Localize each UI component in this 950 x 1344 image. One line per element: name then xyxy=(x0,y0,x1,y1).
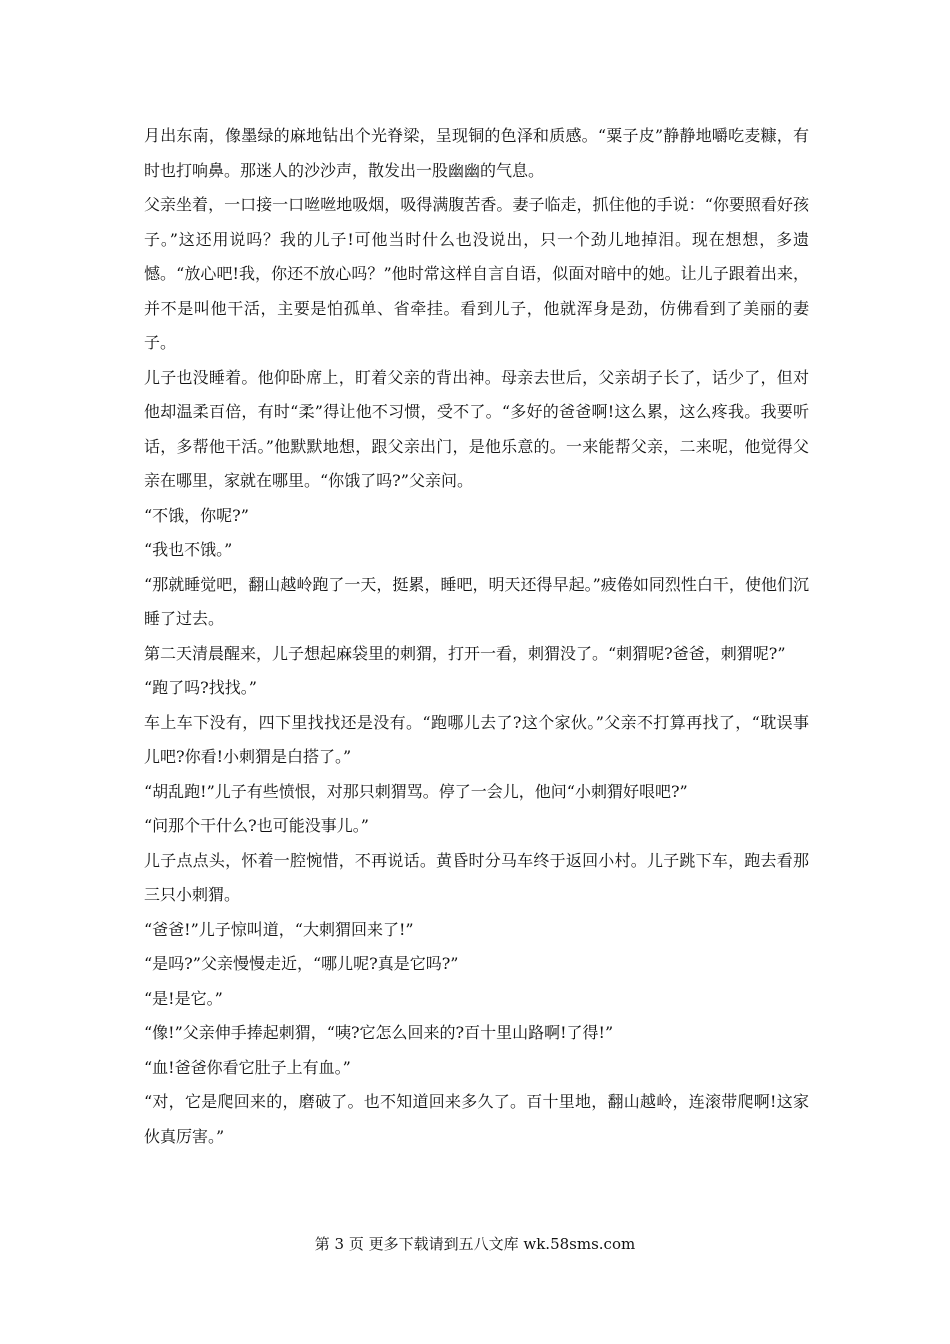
paragraph: “像!”父亲伸手捧起刺猬，“咦?它怎么回来的?百十里山路啊!了得!” xyxy=(144,1023,614,1042)
paragraph: 儿子点点头，怀着一腔惋惜，不再说话。黄昏时分马车终于返回小村。儿子跳下车，跑去看那三只小刺猬。 xyxy=(144,850,809,904)
paragraph: 车上车下没有，四下里找找还是没有。“跑哪儿去了?这个家伙。”父亲不打算再找了，“耽误事儿吧?你看!小刺猬是白搭了。” xyxy=(144,712,809,766)
paragraph: “胡乱跑!”儿子有些愤恨，对那只刺猬骂。停了一会儿，他问“小刺猬好哏吧?” xyxy=(144,781,688,801)
paragraph: “不饿，你呢?” xyxy=(144,505,249,525)
paragraph: 月出东南，像墨绿的麻地钻出个光脊梁，呈现铜的色泽和质感。“粟子皮”静静地嚼吃麦糠，有时也打响鼻。那迷人的沙沙声，散发出一股幽幽的气息。 xyxy=(144,126,809,180)
paragraph: “那就睡觉吧，翻山越岭跑了一天，挺累，睡吧，明天还得早起。”疲倦如同烈性白干，使他们沉睡了过去。 xyxy=(144,574,809,628)
paragraph: “是吗?”父亲慢慢走近，“哪儿呢?真是它吗?” xyxy=(144,954,459,973)
paragraph: 第二天清晨醒来，儿子想起麻袋里的刺猬，打开一看，刺猬没了。“刺猬呢?爸爸，刺猬呢?” xyxy=(144,643,786,663)
paragraph: 父亲坐着，一口接一口咝咝地吸烟，吸得满腹苦香。妻子临走，抓住他的手说：“你要照看好孩子。”这还用说吗？我的儿子!可他当时什么也没说出，只一个劲儿地掉泪。现在想想，多遗憾。“放心吧!我，你还不放心吗？”他时常这样自言自语，似面对暗中的她。让儿子跟着出来，并不是叫他干活，主要是怕孤单、省牵挂。看到儿子，他就浑身是劲，仿佛看到了美丽的妻子。 xyxy=(144,195,809,352)
paragraph: “跑了吗?找找。” xyxy=(144,678,257,697)
paragraph: “我也不饿。” xyxy=(144,540,233,559)
paragraph: 儿子也没睡着。他仰卧席上，盯着父亲的背出神。母亲去世后，父亲胡子长了，话少了，但对他却温柔百倍，有时“柔”得让他不习惯，受不了。“多好的爸爸啊!这么累，这么疼我。我要听话，多帮他干活。”他默默地想，跟父亲出门，是他乐意的。一来能帮父亲，二来呢，他觉得父亲在哪里，家就在哪里。“你饿了吗?”父亲问。 xyxy=(144,367,809,490)
paragraph: “对，它是爬回来的，磨破了。也不知道回来多久了。百十里地，翻山越岭，连滚带爬啊!这家伙真厉害。” xyxy=(144,1092,809,1146)
paragraph: “问那个干什么?也可能没事儿。” xyxy=(144,816,369,835)
paragraph: “血!爸爸你看它肚子上有血。” xyxy=(144,1057,351,1077)
article-body xyxy=(144,119,809,1154)
paragraph: “爸爸!”儿子惊叫道，“大刺猬回来了!” xyxy=(144,919,414,939)
page-footer: 第 3 页 更多下载请到五八文库 wk.58sms.com xyxy=(314,1235,636,1253)
paragraph: “是!是它。” xyxy=(144,988,223,1008)
